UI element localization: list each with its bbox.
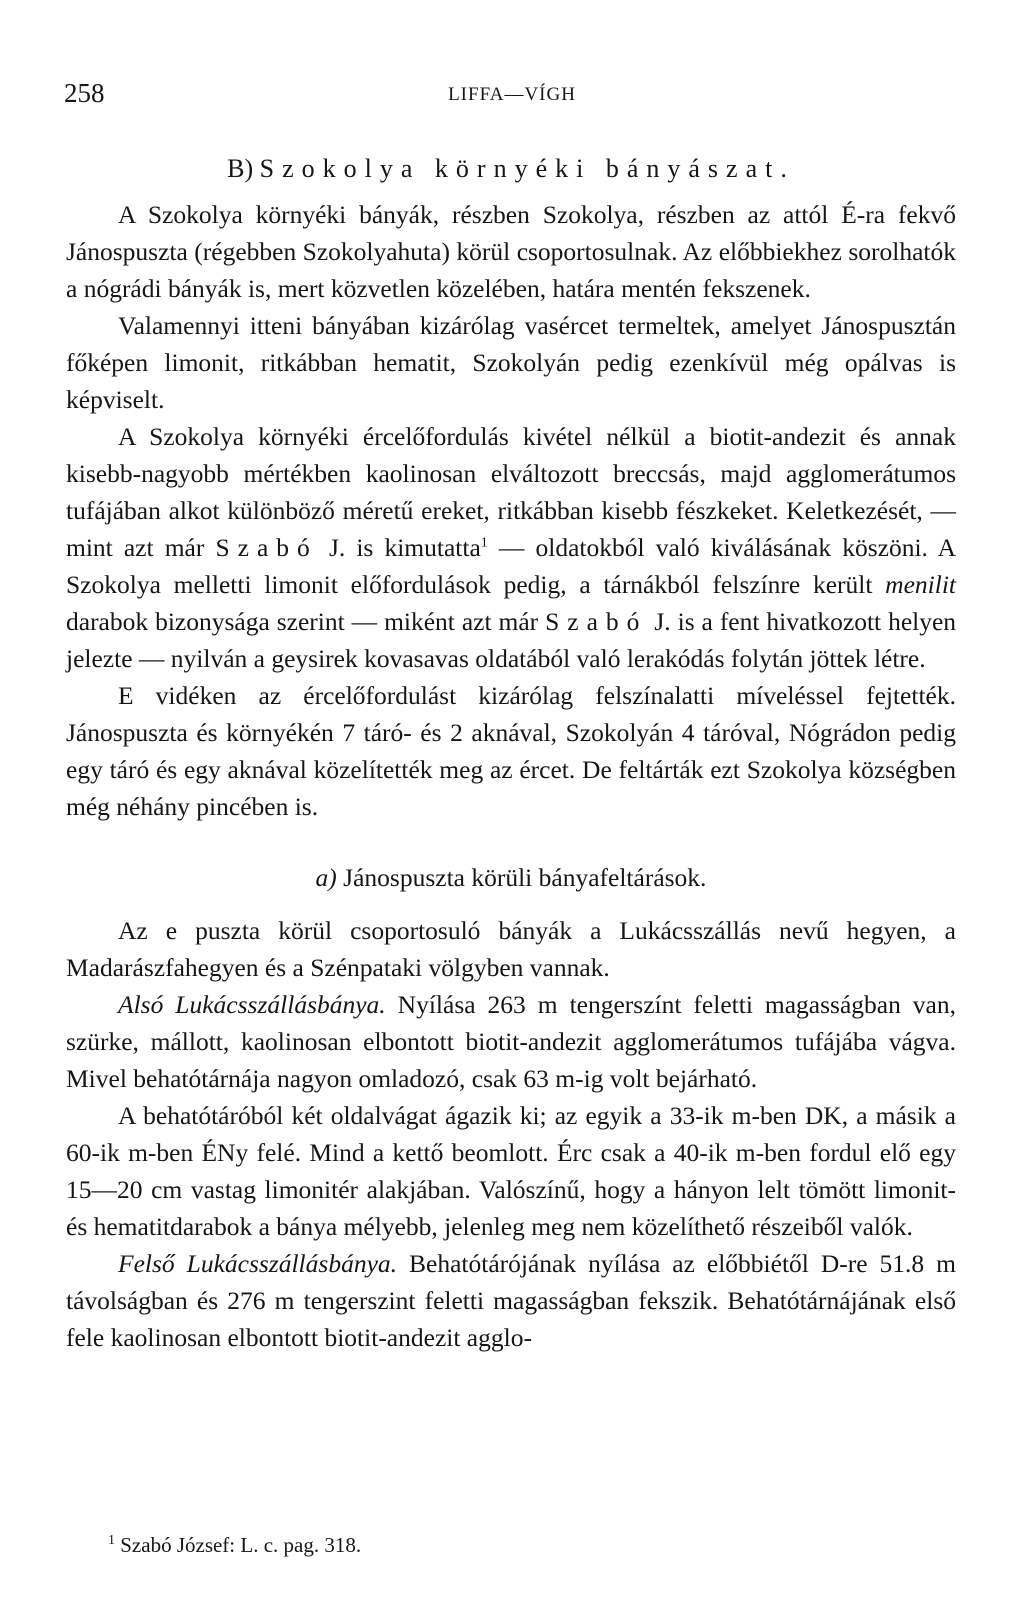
paragraph: E vidéken az ércelőfordulást kizárólag felszínalatti míveléssel fejtették. Jánospuszta és környékén 7 táró- és 2 aknával, Szokolyán 4 táróval, Nógrádon pedig egy táró és egy aknával közelítették meg az ércet. De feltárták ezt Szokolya községben még néhány pincében is. bbox=[66, 681, 956, 821]
subsection-heading bbox=[66, 859, 956, 896]
page-body bbox=[66, 148, 956, 1356]
section-label: B) bbox=[227, 154, 254, 183]
subsection-label: a) bbox=[315, 863, 337, 892]
subsection-title: Jánospuszta körüli bányafeltárások. bbox=[343, 863, 707, 892]
text-run: A Szokolya környéki ércelőfordulás kivétel nélkül a biotit-andezit és annak kisebb-nagyobb mértékben kaolinosan elváltozott breccsás, majd agglomerátumos tufájában alkot különböző méretű ereket, ritkábban kisebb fészkeket. Keletkezését, — mint azt már bbox=[66, 422, 956, 562]
page-number: 258 bbox=[64, 78, 105, 108]
text-run: J. is kimutatta bbox=[328, 533, 481, 562]
author-name: Szabó bbox=[545, 607, 648, 636]
page-header bbox=[64, 78, 960, 108]
text-run: J. is a fent hivatkozott helyen jelezte — nyilván a geysirek kovasavas oldatából való lerakódás folytán jöttek létre. bbox=[66, 607, 957, 673]
footnote-text: Szabó József: L. c. pag. 318. bbox=[120, 1533, 362, 1557]
paragraph: A Szokolya környéki bányák, részben Szokolya, részben az attól É-ra fekvő Jánospuszta (régebben Szokolyahuta) körül csoportosulnak. Az előbbiekhez sorolhatók a nógrádi bányák is, mert közvetlen közelében, határa mentén fekszenek. bbox=[66, 200, 956, 303]
mine-name: Alsó Lukácsszállásbánya. bbox=[118, 990, 386, 1019]
section-heading bbox=[66, 148, 956, 190]
italic-term: menilit bbox=[885, 570, 956, 599]
footnote-marker: 1 bbox=[108, 1533, 115, 1548]
running-head: LIFFA—VÍGH bbox=[448, 84, 576, 105]
paragraph bbox=[66, 418, 956, 677]
text-run: — oldatokból való kiválásának köszöni. A Szokolya melletti limonit előfordulások pedig, a tárnákból felszínre került bbox=[66, 533, 957, 599]
text-run: Behatótárójának nyílása az előbbiétől D-re 51.8 m távolságban és 276 m tengerszint feletti magasságban fekszik. Behatótárnájának első fele kaolinosan elbontott biotit-andezit agglo- bbox=[66, 1249, 956, 1352]
text-run: Nyílása 263 m tengerszínt feletti magasságban van, szürke, mállott, kaolinosan elbontott biotit-andezit agglomerátumos tufájába vágva. Mivel behatótárnája nagyon omladozó, csak 63 m-ig volt bejárható. bbox=[66, 990, 956, 1093]
paragraph bbox=[66, 1245, 956, 1356]
paragraph: Az e puszta körül csoportosuló bányák a Lukácsszállás nevű hegyen, a Madarászfahegyen és a Szénpataki völgyben vannak. bbox=[66, 916, 956, 982]
section-title: Szokolya környéki bányászat. bbox=[259, 154, 795, 183]
paragraph: Valamennyi itteni bányában kizárólag vasércet termeltek, amelyet Jánospusztán főképen limonit, ritkábban hematit, Szokolyán pedig ezenkívül még opálvas is képviselt. bbox=[66, 311, 956, 414]
text-run: darabok bizonysága szerint — miként azt már bbox=[66, 607, 539, 636]
mine-name: Felső Lukácsszállásbánya. bbox=[118, 1249, 398, 1278]
footnote-reference: 1 bbox=[480, 535, 488, 551]
author-name: Szabó bbox=[215, 533, 318, 562]
paragraph bbox=[66, 986, 956, 1097]
footnote bbox=[108, 1533, 361, 1558]
paragraph: A behatótáróból két oldalvágat ágazik ki; az egyik a 33-ik m-ben DK, a másik a 60-ik m-ben ÉNy felé. Mind a kettő beomlott. Érc csak a 40-ik m-ben fordul elő egy 15—20 cm vastag limonitér alakjában. Valószínű, hogy a hányon lelt tömött limonit- és hematitdarabok a bánya mélyebb, jelenleg meg nem közelíthető részeiből valók. bbox=[66, 1101, 956, 1241]
